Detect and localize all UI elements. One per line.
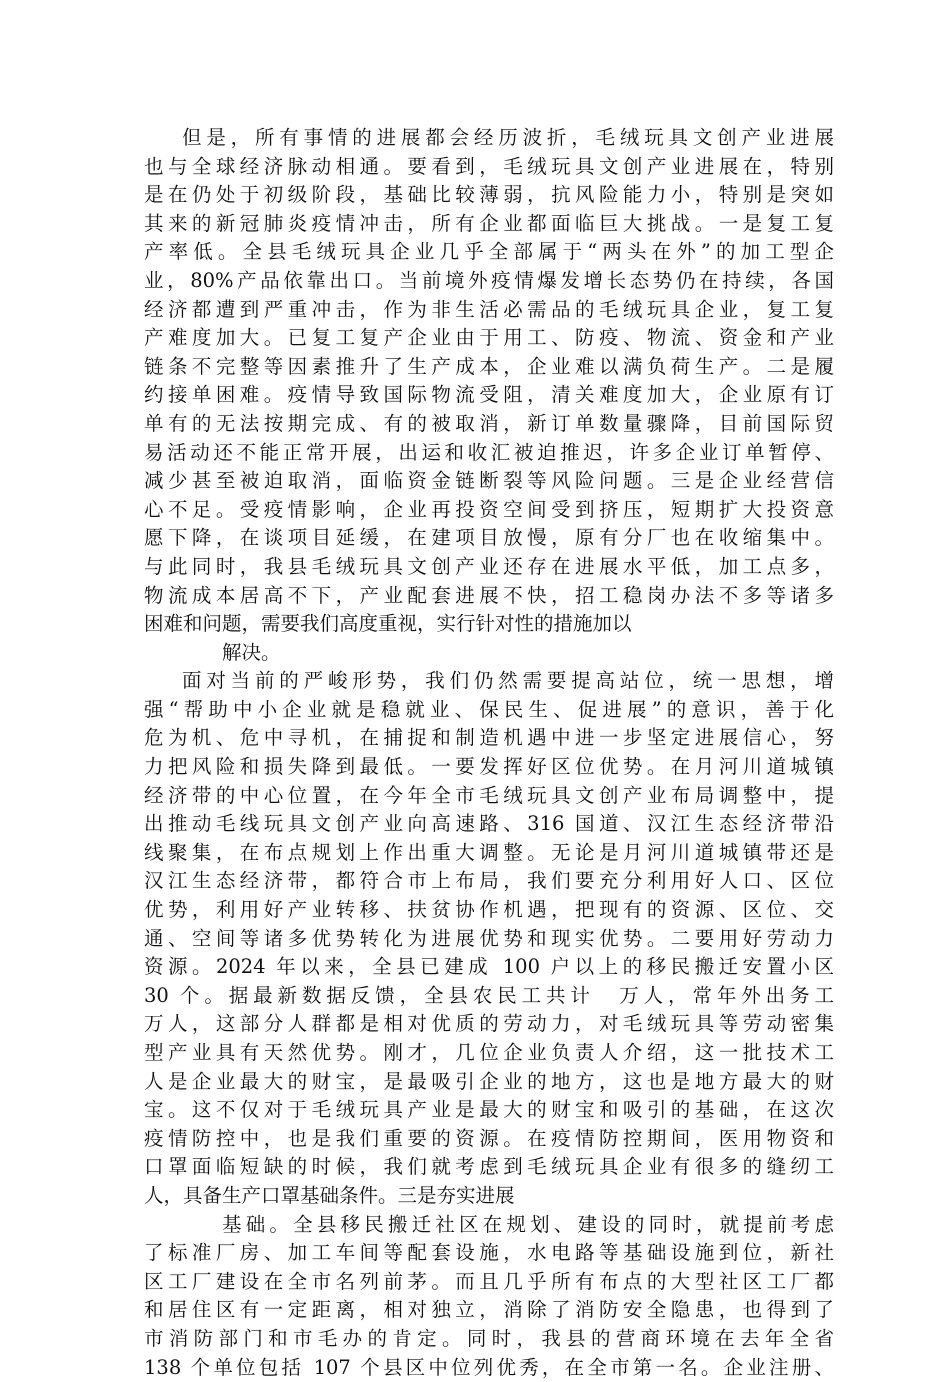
text-line: 138 个单位包括 107 个县区中位列优秀，在全市第一名。企业注册、 <box>144 1355 834 1379</box>
text-line: 但是，所有事情的进展都会经历波折，毛绒玩具文创产业进展 <box>182 126 834 149</box>
text-line: 了标准厂房、加工车间等配套设施，水电路等基础设施到位，新社 <box>144 1241 834 1265</box>
text-line: 资源。2024 年以来，全县已建成 100 户以上的移民搬迁安置小区 <box>144 955 834 979</box>
text-line: 经济带的中心位置，在今年全市毛绒玩具文创产业布局调整中，提 <box>144 783 834 807</box>
text-line: 宝。这不仅对于毛绒玩具产业是最大的财宝和吸引的基础，在这次 <box>144 1098 834 1122</box>
text-line: 心不足。受疫情影响，企业再投资空间受到挤压，短期扩大投资意 <box>144 497 834 521</box>
text-line: 人是企业最大的财宝，是最吸引企业的地方，这也是地方最大的财 <box>144 1069 834 1093</box>
text-line: 市消防部门和市毛办的肯定。同时，我县的营商环境在去年全省 <box>144 1326 834 1350</box>
text-line: 优势，利用好产业转移、扶贫协作机遇，把现有的资源、区位、交 <box>144 898 834 922</box>
text-line: 通、空间等诸多优势转化为进展优势和现实优势。二要用好劳动力 <box>144 926 834 950</box>
text-line: 解决。 <box>222 640 281 664</box>
text-line: 线聚集，在布点规划上作出重大调整。无论是月河川道城镇带还是 <box>144 840 834 864</box>
text-line: 人，具备生产口罩基础条件。三是夯实进展 <box>144 1183 515 1207</box>
text-line: 型产业具有天然优势。刚才，几位企业负责人介绍，这一批技术工 <box>144 1041 834 1064</box>
text-line: 链条不完整等因素推升了生产成本，企业难以满负荷生产。二是履 <box>144 354 834 378</box>
text-line: 疫情防控中，也是我们重要的资源。在疫情防控期间，医用物资和 <box>144 1126 834 1150</box>
text-line: 面对当前的严峻形势，我们仍然需要提高站位，统一思想，增 <box>182 669 834 693</box>
text-line: 口罩面临短缺的时候，我们就考虑到毛绒玩具企业有很多的缝纫工 <box>144 1155 834 1179</box>
text-line: 万人，这部分人群都是相对优质的劳动力，对毛绒玩具等劳动密集 <box>144 1012 834 1036</box>
text-line: 30 个。据最新数据反馈，全县农民工共计 万人，常年外出务工 <box>144 983 834 1007</box>
text-line: 其来的新冠肺炎疫情冲击，所有企业都面临巨大挑战。一是复工复 <box>144 211 834 235</box>
text-line: 业，80%产品依靠出口。当前境外疫情爆发增长态势仍在持续，各国 <box>144 268 834 292</box>
body-text <box>144 124 834 1382</box>
text-line: 汉江生态经济带，都符合市上布局，我们要充分利用好人口、区位 <box>144 869 834 893</box>
text-line: 危为机、危中寻机，在捕捉和制造机遇中进一步坚定进展信心，努 <box>144 726 834 750</box>
text-line: 易活动还不能正常开展，出运和收汇被迫推迟，许多企业订单暂停、 <box>144 440 834 464</box>
text-line: 区工厂建设在全市名列前茅。而且几乎所有布点的大型社区工厂都 <box>144 1269 834 1293</box>
text-line: 基础。全县移民搬迁社区在规划、建设的同时，就提前考虑 <box>222 1212 834 1236</box>
text-line: 与此同时，我县毛绒玩具文创产业还存在进展水平低，加工点多， <box>144 554 834 578</box>
text-line: 困难和问题，需要我们高度重视，实行针对性的措施加以 <box>144 612 632 636</box>
text-line: 减少甚至被迫取消，面临资金链断裂等风险问题。三是企业经营信 <box>144 469 834 493</box>
text-line: 愿下降，在谈项目延缓，在建项目放慢，原有分厂也在收缩集中。 <box>144 526 834 550</box>
text-line: 是在仍处于初级阶段，基础比较薄弱，抗风险能力小，特别是突如 <box>144 183 834 207</box>
text-line: 出推动毛线玩具文创产业向高速路、316 国道、汉江生态经济带沿 <box>144 812 834 836</box>
text-line: 物流成本居高不下，产业配套进展不快，招工稳岗办法不多等诸多 <box>144 583 834 607</box>
text-line: 强“帮助中小企业就是稳就业、保民生、促进展”的意识，善于化 <box>144 697 834 721</box>
text-line: 和居住区有一定距离，相对独立，消除了消防安全隐患，也得到了 <box>144 1298 834 1322</box>
text-line: 产率低。全县毛绒玩具企业几乎全部属于“两头在外”的加工型企 <box>144 240 834 264</box>
text-line: 经济都遭到严重冲击，作为非生活必需品的毛绒玩具企业，复工复 <box>144 297 834 321</box>
text-line: 产难度加大。已复工复产企业由于用工、防疫、物流、资金和产业 <box>144 326 834 350</box>
text-line: 也与全球经济脉动相通。要看到，毛绒玩具文创产业进展在，特别 <box>144 154 834 178</box>
text-line: 约接单困难。疫情导致国际物流受阻，清关难度加大，企业原有订 <box>144 383 834 407</box>
text-line: 单有的无法按期完成、有的被取消，新订单数量骤降，目前国际贸 <box>144 411 834 435</box>
text-line: 力把风险和损失降到最低。一要发挥好区位优势。在月河川道城镇 <box>144 755 834 779</box>
